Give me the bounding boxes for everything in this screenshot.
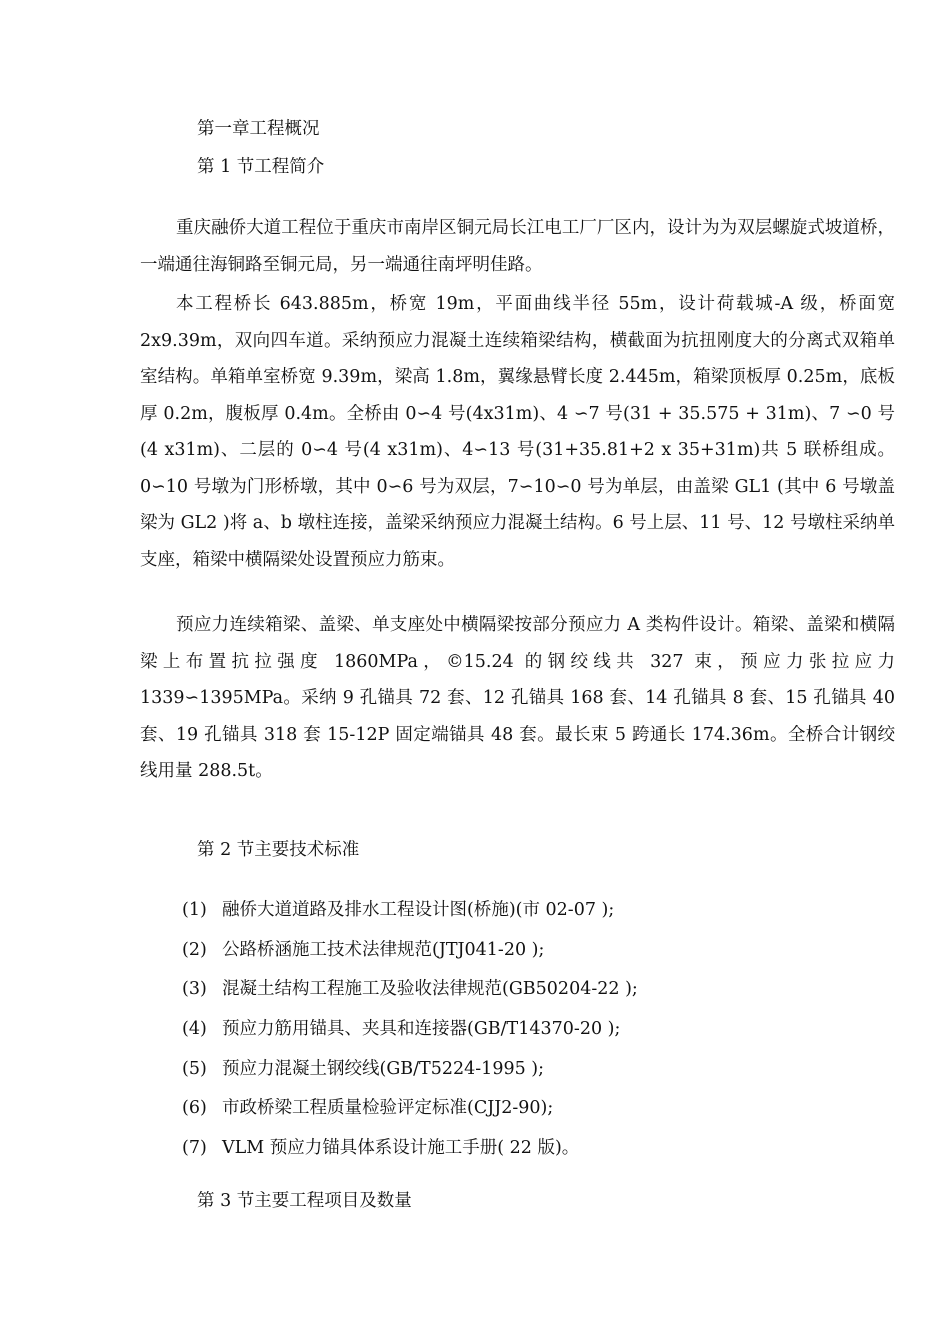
list-item-text: 公路桥涵施工技术法律规范(JTJ041-20 ); — [222, 939, 545, 960]
list-item-number: (6) — [182, 1098, 207, 1119]
list-item-number: (4) — [182, 1019, 207, 1040]
list-item-number: (1) — [182, 900, 207, 920]
list-item — [182, 976, 638, 1016]
technical-standards-list — [182, 897, 638, 1175]
list-item-text: 市政桥梁工程质量检验评定标准(CJJ2-90); — [222, 1098, 554, 1119]
list-item-text: VLM 预应力锚具体系设计施工手册( 22 版)。 — [222, 1138, 580, 1159]
list-item — [182, 1016, 638, 1056]
chapter-title: 第一章工程概况 — [197, 119, 320, 139]
list-item — [182, 1095, 638, 1135]
paragraph-bridge-structure: 本工程桥长 643.885m，桥宽 19m，平面曲线半径 55m，设计荷载城-A 级，桥面宽 2x9.39m，双向四车道。采纳预应力混凝土连续箱梁结构，横截面为抗扭刚度大的分离式双箱单室结构。单箱单室桥宽 9.39m，梁高 1.8m，翼缘悬臂长度 2.445m，箱梁顶板厚 0.25m，底板厚 0.2m，腹板厚 0.4m。全桥由 0∽4 号(4x31m)、4 ∽7 号(31 + 35.575 + 31m)、7 ∽0 号(4 x31m)、二层的 0∽4 号(4 x31m)、4∽13 号(31+35.81+2 x 35+31m)共 5 联桥组成。0∽10 号墩为门形桥墩，其中 0∽6 号为双层，7∽10∽0 号为单层，由盖梁 GL1 (其中 6 号墩盖梁为 GL2 )将 a、b 墩柱连接，盖梁采纳预应力混凝土结构。6 号上层、11 号、12 号墩柱采纳单支座，箱梁中横隔梁处设置预应力筋束。 — [140, 294, 895, 570]
section-2-title: 第 2 节主要技术标准 — [197, 840, 360, 860]
paragraph-prestress-design: 预应力连续箱梁、盖梁、单支座处中横隔梁按部分预应力 A 类构件设计。箱梁、盖梁和横隔梁上布置抗拉强度 1860MPa，©15.24 的钢绞线共 327 束，预应力张拉应力 1339∽1395MPa。采纳 9 孔锚具 72 套、12 孔锚具 168 套、14 孔锚具 8 套、15 孔锚具 40 套、19 孔锚具 318 套 15-12P 固定端锚具 48 套。最长束 5 跨通长 174.36m。全桥合计钢绞线用量 288.5t。 — [140, 615, 895, 781]
paragraph-project-location: 重庆融侨大道工程位于重庆市南岸区铜元局长江电工厂厂区内，设计为为双层螺旋式坡道桥，一端通往海铜路至铜元局，另一端通往南坪明佳路。 — [140, 218, 895, 275]
list-item-text: 预应力混凝土钢绞线(GB/T5224-1995 ); — [222, 1058, 545, 1079]
list-item-text: 混凝土结构工程施工及验收法律规范(GB50204-22 ); — [222, 979, 638, 1000]
section-3-title: 第 3 节主要工程项目及数量 — [197, 1191, 412, 1211]
list-item-number: (7) — [182, 1138, 207, 1159]
list-item-number: (2) — [182, 939, 207, 960]
section-1-title: 第 1 节工程简介 — [197, 157, 325, 177]
list-item-number: (5) — [182, 1058, 207, 1079]
list-item — [182, 897, 638, 937]
list-item — [182, 937, 638, 977]
list-item — [182, 1056, 638, 1096]
list-item-text: 融侨大道道路及排水工程设计图(桥施)(市 02-07 ); — [222, 900, 615, 920]
list-item-number: (3) — [182, 979, 207, 1000]
list-item-text: 预应力筋用锚具、夹具和连接器(GB/T14370-20 ); — [222, 1019, 621, 1040]
list-item — [182, 1135, 638, 1175]
